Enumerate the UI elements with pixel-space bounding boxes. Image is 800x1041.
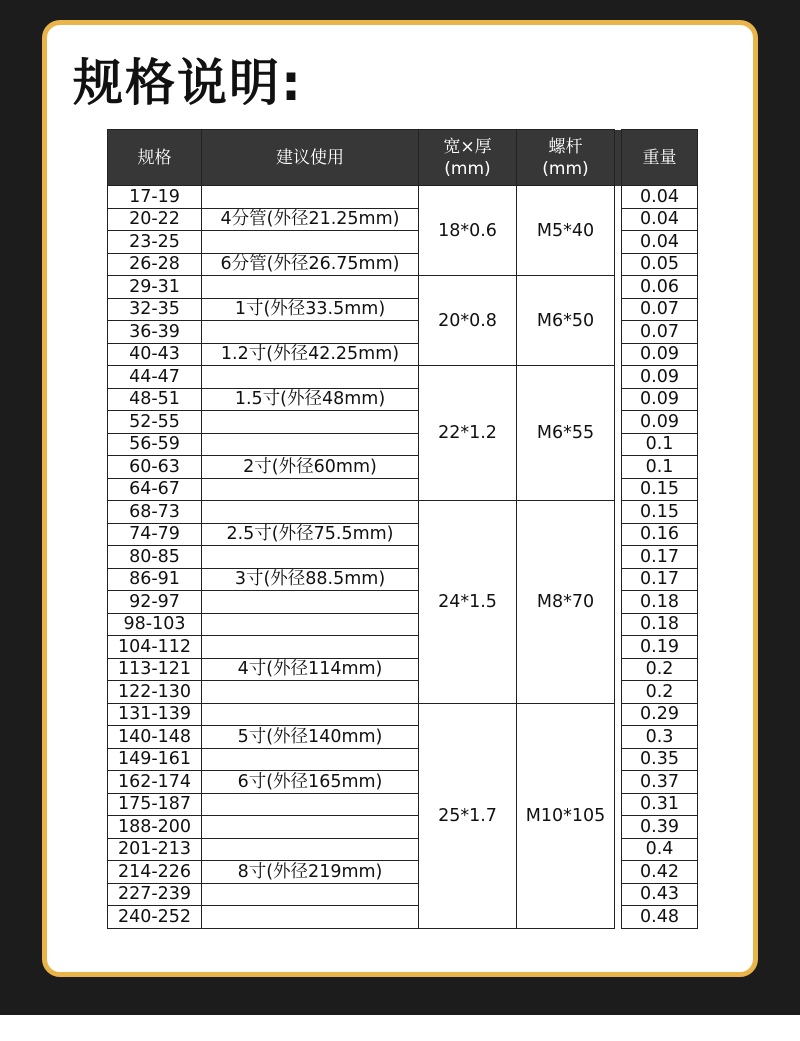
cell-weight: 0.37 xyxy=(622,771,698,794)
cell-recommended-use xyxy=(202,816,419,839)
cell-width-thickness: 22*1.2 xyxy=(419,366,517,501)
cell-recommended-use xyxy=(202,276,419,299)
cell-recommended-use xyxy=(202,366,419,389)
header-bolt: 螺杆 (mm) xyxy=(517,130,615,186)
table-row xyxy=(108,186,698,209)
cell-recommended-use xyxy=(202,501,419,524)
cell-recommended-use xyxy=(202,411,419,434)
cell-recommended-use xyxy=(202,748,419,771)
cell-spec: 214-226 xyxy=(108,861,202,884)
cell-spec: 32-35 xyxy=(108,298,202,321)
table-row xyxy=(108,276,698,299)
cell-spec: 140-148 xyxy=(108,726,202,749)
cell-spec: 240-252 xyxy=(108,906,202,929)
column-gap xyxy=(615,816,622,839)
column-gap xyxy=(615,591,622,614)
spec-table xyxy=(107,129,698,929)
cell-recommended-use: 5寸(外径140mm) xyxy=(202,726,419,749)
cell-weight: 0.35 xyxy=(622,748,698,771)
cell-recommended-use xyxy=(202,186,419,209)
cell-width-thickness: 18*0.6 xyxy=(419,186,517,276)
cell-weight: 0.19 xyxy=(622,636,698,659)
column-gap xyxy=(615,208,622,231)
column-gap xyxy=(615,253,622,276)
cell-recommended-use xyxy=(202,546,419,569)
cell-spec: 74-79 xyxy=(108,523,202,546)
cell-bolt: M10*105 xyxy=(517,703,615,928)
cell-weight: 0.1 xyxy=(622,433,698,456)
column-gap xyxy=(615,388,622,411)
cell-weight: 0.2 xyxy=(622,681,698,704)
column-gap xyxy=(615,636,622,659)
cell-recommended-use: 4分管(外径21.25mm) xyxy=(202,208,419,231)
cell-weight: 0.4 xyxy=(622,838,698,861)
cell-recommended-use xyxy=(202,906,419,929)
cell-recommended-use xyxy=(202,613,419,636)
cell-spec: 44-47 xyxy=(108,366,202,389)
cell-weight: 0.15 xyxy=(622,501,698,524)
cell-spec: 20-22 xyxy=(108,208,202,231)
column-gap xyxy=(615,456,622,479)
table-body xyxy=(108,186,698,929)
cell-recommended-use: 6寸(外径165mm) xyxy=(202,771,419,794)
cell-weight: 0.07 xyxy=(622,321,698,344)
cell-weight: 0.48 xyxy=(622,906,698,929)
cell-weight: 0.29 xyxy=(622,703,698,726)
spec-card xyxy=(42,20,758,977)
cell-recommended-use: 8寸(外径219mm) xyxy=(202,861,419,884)
column-gap xyxy=(615,838,622,861)
cell-recommended-use: 2寸(外径60mm) xyxy=(202,456,419,479)
column-gap xyxy=(615,433,622,456)
cell-spec: 175-187 xyxy=(108,793,202,816)
cell-spec: 162-174 xyxy=(108,771,202,794)
column-gap xyxy=(615,568,622,591)
column-gap xyxy=(615,411,622,434)
cell-spec: 131-139 xyxy=(108,703,202,726)
column-gap xyxy=(615,276,622,299)
cell-width-thickness: 24*1.5 xyxy=(419,501,517,704)
cell-weight: 0.43 xyxy=(622,883,698,906)
table-row xyxy=(108,703,698,726)
cell-spec: 52-55 xyxy=(108,411,202,434)
cell-weight: 0.09 xyxy=(622,366,698,389)
cell-weight: 0.16 xyxy=(622,523,698,546)
cell-spec: 227-239 xyxy=(108,883,202,906)
header-spec: 规格 xyxy=(108,130,202,186)
cell-weight: 0.17 xyxy=(622,546,698,569)
cell-weight: 0.09 xyxy=(622,411,698,434)
cell-spec: 64-67 xyxy=(108,478,202,501)
cell-spec: 80-85 xyxy=(108,546,202,569)
bottom-band xyxy=(0,1015,800,1041)
column-gap xyxy=(615,366,622,389)
cell-width-thickness: 20*0.8 xyxy=(419,276,517,366)
cell-recommended-use xyxy=(202,703,419,726)
cell-recommended-use: 4寸(外径114mm) xyxy=(202,658,419,681)
column-gap xyxy=(615,186,622,209)
cell-weight: 0.04 xyxy=(622,208,698,231)
cell-recommended-use xyxy=(202,321,419,344)
cell-spec: 149-161 xyxy=(108,748,202,771)
table-row xyxy=(108,366,698,389)
cell-spec: 122-130 xyxy=(108,681,202,704)
cell-weight: 0.39 xyxy=(622,816,698,839)
cell-recommended-use xyxy=(202,433,419,456)
cell-recommended-use xyxy=(202,883,419,906)
column-gap xyxy=(615,861,622,884)
cell-bolt: M5*40 xyxy=(517,186,615,276)
cell-spec: 98-103 xyxy=(108,613,202,636)
header-weight: 重量 xyxy=(622,130,698,186)
column-gap xyxy=(615,321,622,344)
cell-weight: 0.2 xyxy=(622,658,698,681)
column-gap xyxy=(615,613,622,636)
cell-recommended-use: 1寸(外径33.5mm) xyxy=(202,298,419,321)
column-gap xyxy=(615,703,622,726)
cell-spec: 60-63 xyxy=(108,456,202,479)
cell-weight: 0.07 xyxy=(622,298,698,321)
cell-weight: 0.15 xyxy=(622,478,698,501)
cell-recommended-use: 3寸(外径88.5mm) xyxy=(202,568,419,591)
cell-weight: 0.09 xyxy=(622,388,698,411)
cell-spec: 92-97 xyxy=(108,591,202,614)
column-gap xyxy=(615,298,622,321)
cell-spec: 68-73 xyxy=(108,501,202,524)
cell-weight: 0.31 xyxy=(622,793,698,816)
cell-spec: 56-59 xyxy=(108,433,202,456)
cell-recommended-use xyxy=(202,636,419,659)
cell-weight: 0.18 xyxy=(622,613,698,636)
column-gap xyxy=(615,726,622,749)
cell-weight: 0.09 xyxy=(622,343,698,366)
cell-spec: 36-39 xyxy=(108,321,202,344)
column-gap xyxy=(615,658,622,681)
cell-weight: 0.1 xyxy=(622,456,698,479)
cell-spec: 29-31 xyxy=(108,276,202,299)
column-gap xyxy=(615,130,622,186)
cell-bolt: M6*50 xyxy=(517,276,615,366)
cell-spec: 201-213 xyxy=(108,838,202,861)
table-header-row xyxy=(108,130,698,186)
column-gap xyxy=(615,478,622,501)
cell-spec: 23-25 xyxy=(108,231,202,254)
cell-recommended-use xyxy=(202,838,419,861)
cell-recommended-use xyxy=(202,231,419,254)
column-gap xyxy=(615,501,622,524)
cell-weight: 0.04 xyxy=(622,186,698,209)
cell-width-thickness: 25*1.7 xyxy=(419,703,517,928)
cell-spec: 17-19 xyxy=(108,186,202,209)
cell-weight: 0.04 xyxy=(622,231,698,254)
cell-spec: 40-43 xyxy=(108,343,202,366)
cell-recommended-use: 1.2寸(外径42.25mm) xyxy=(202,343,419,366)
cell-spec: 104-112 xyxy=(108,636,202,659)
cell-weight: 0.3 xyxy=(622,726,698,749)
column-gap xyxy=(615,231,622,254)
cell-spec: 86-91 xyxy=(108,568,202,591)
cell-weight: 0.05 xyxy=(622,253,698,276)
cell-recommended-use: 1.5寸(外径48mm) xyxy=(202,388,419,411)
column-gap xyxy=(615,906,622,929)
header-width-thickness: 宽×厚 (mm) xyxy=(419,130,517,186)
column-gap xyxy=(615,793,622,816)
cell-recommended-use xyxy=(202,681,419,704)
cell-spec: 26-28 xyxy=(108,253,202,276)
column-gap xyxy=(615,771,622,794)
column-gap xyxy=(615,748,622,771)
cell-recommended-use xyxy=(202,478,419,501)
column-gap xyxy=(615,546,622,569)
cell-weight: 0.18 xyxy=(622,591,698,614)
cell-spec: 48-51 xyxy=(108,388,202,411)
cell-weight: 0.06 xyxy=(622,276,698,299)
cell-recommended-use: 2.5寸(外径75.5mm) xyxy=(202,523,419,546)
cell-spec: 113-121 xyxy=(108,658,202,681)
cell-bolt: M8*70 xyxy=(517,501,615,704)
cell-recommended-use xyxy=(202,793,419,816)
cell-recommended-use: 6分管(外径26.75mm) xyxy=(202,253,419,276)
cell-weight: 0.17 xyxy=(622,568,698,591)
cell-bolt: M6*55 xyxy=(517,366,615,501)
column-gap xyxy=(615,883,622,906)
header-use: 建议使用 xyxy=(202,130,419,186)
column-gap xyxy=(615,681,622,704)
column-gap xyxy=(615,523,622,546)
page-title: 规格说明: xyxy=(73,54,303,112)
column-gap xyxy=(615,343,622,366)
cell-recommended-use xyxy=(202,591,419,614)
cell-spec: 188-200 xyxy=(108,816,202,839)
cell-weight: 0.42 xyxy=(622,861,698,884)
table-row xyxy=(108,501,698,524)
